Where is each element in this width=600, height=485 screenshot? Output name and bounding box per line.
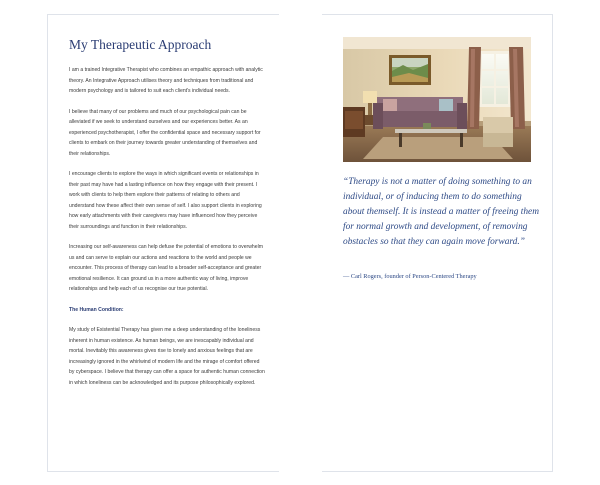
pull-quote: “Therapy is not a matter of doing something to an individual, or of inducing them to do something about themself. It is instead a matter of freeing them for normal growth and development, of removing obstacles so that they can again move forward.” (343, 177, 539, 247)
body-text (69, 65, 265, 398)
section-subheading: The Human Condition: (69, 306, 124, 313)
left-page (47, 14, 279, 472)
quote-attribution: — Carl Rogers, founder of Person-Centered Therapy (343, 273, 477, 280)
right-page (322, 14, 553, 472)
paragraph-human-condition: My study of Existential Therapy has given me a deep understanding of the loneliness inherent in human existence. As human beings, we are inescapably individual and mortal. Inevitably this awareness gives rise to lonely and anxious feelings that are increasingly ignored in the whirlwind of modern life and the mirage of comfort offered by cyberspace. I believe that therapy can offer a space for authentic human connection in which loneliness can be acknowledged and its purpose philosophically explored. (69, 327, 265, 386)
therapy-room-photo (343, 37, 531, 162)
paragraph-understanding: I believe that many of our problems and much of our psychological pain can be alleviated if we seek to understand ourselves and our experiences better. As an experienced psychotherapist, I offer the confidential space and necessary support for clients to embark on their journey towards greater understanding of themselves and their relationships. (69, 108, 261, 157)
paragraph-self-awareness: Increasing our self-awareness can help defuse the potential of emotions to overwhelm us and can serve to explain our actions and reactions to the world and people we encounter. This process of therapy can lead to a broader self-acceptance and greater emotional resilience. It can ground us in a more authentic way of living, improve relationships and help each of us recognise our true potential. (69, 244, 263, 292)
paragraph-intro: I am a trained Integrative Therapist who combines an empathic approach with analytic theory. An Integrative Approach utilises theory and techniques from traditional and modern psychology and is tailored to suit each client's individual needs. (69, 67, 263, 94)
paragraph-relationships: I encourage clients to explore the ways in which significant events or relationships in their past may have had a lasting influence on how they engage with their present. I work with clients to help them explore their patterns of relating to others and understand how these affect their own sense of self. I also support clients in exploring how early attachments with their caregivers may have influenced how they perceive their surroundings and function in their relationships. (69, 171, 262, 230)
page-title: My Therapeutic Approach (69, 37, 212, 52)
